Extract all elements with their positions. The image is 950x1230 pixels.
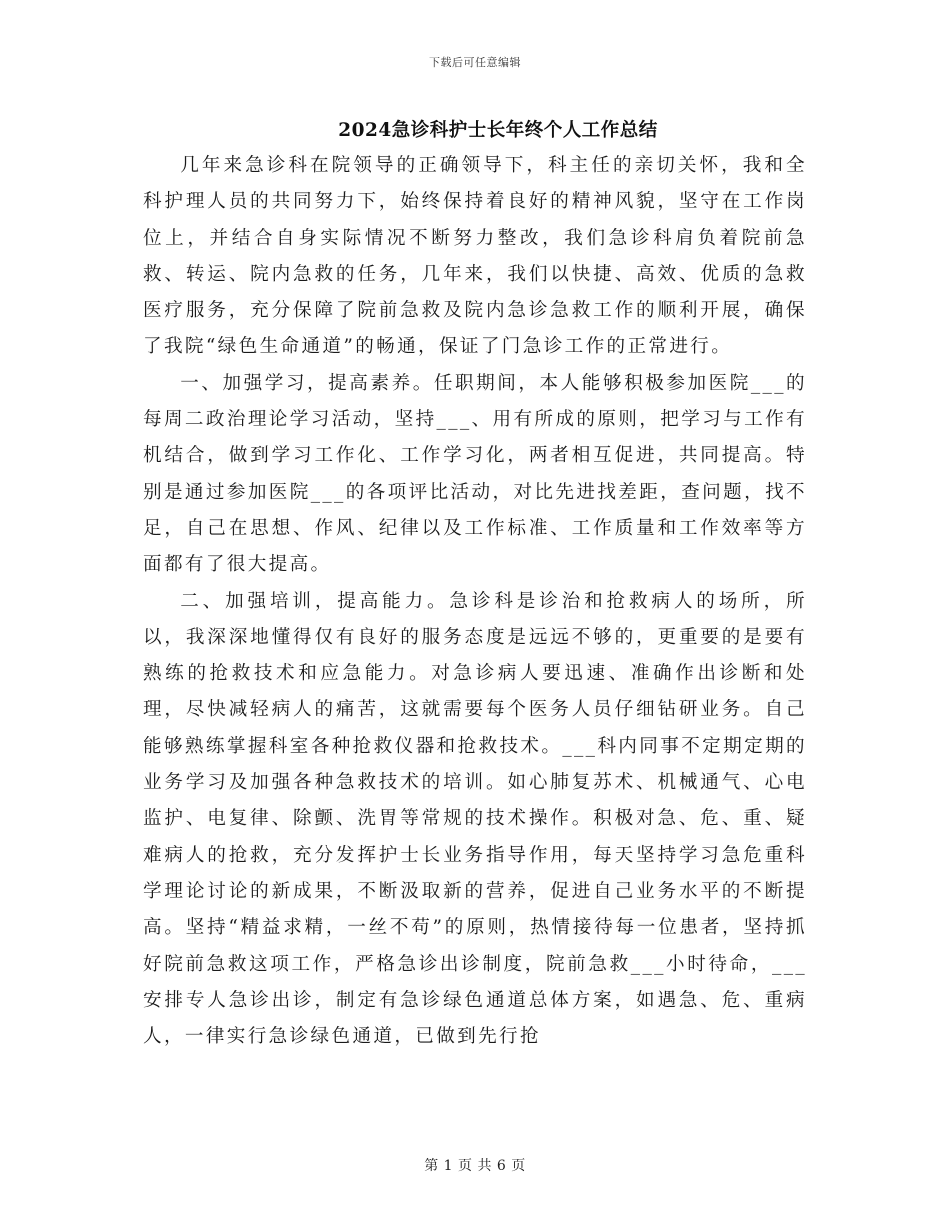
document-body	[143, 148, 807, 1055]
paragraph-intro: 几年来急诊科在院领导的正确领导下，科主任的亲切关怀，我和全科护理人员的共同努力下，始终保持着良好的精神风貌，坚守在工作岗位上，并结合自身实际情况不断努力整改，我们急诊科肩负着院前急救、转运、院内急救的任务，几年来，我们以快捷、高效、优质的急救医疗服务，充分保障了院前急救及院内急诊急救工作的顺利开展，确保了我院“绿色生命通道”的畅通，保证了门急诊工作的正常进行。	[143, 155, 807, 358]
paragraph-training: 二、加强培训，提高能力。急诊科是诊治和抢救病人的场所，所以，我深深地懂得仅有良好的服务态度是远远不够的，更重要的是要有熟练的抢救技术和应急能力。对急诊病人要迅速、准确作出诊断和处理，尽快减轻病人的痛苦，这就需要每个医务人员仔细钻研业务。自己能够熟练掌握科室各种抢救仪器和抢救技术。___科内同事不定期定期的业务学习及加强各种急救技术的培训。如心肺复苏术、机械通气、心电监护、电复律、除颤、洗胃等常规的技术操作。积极对急、危、重、疑难病人的抢救，充分发挥护士长业务指导作用，每天坚持学习急危重科学理论讨论的新成果，不断汲取新的营养，促进自己业务水平的不断提高。坚持“精益求精，一丝不苟”的原则，热情接待每一位患者，坚持抓好院前急救这项工作，严格急诊出诊制度，院前急救___小时待命，___安排专人急诊出诊，制定有急诊绿色通道总体方案，如遇急、危、重病人，一律实行急诊绿色通道，已做到先行抢	[143, 590, 807, 1048]
paragraph-study: 一、加强学习，提高素养。任职期间，本人能够积极参加医院___的每周二政治理论学习活动，坚持___、用有所成的原则，把学习与工作有机结合，做到学习工作化、工作学习化，两者相互促进，共同提高。特别是通过参加医院___的各项评比活动，对比先进找差距，查问题，找不足，自己在思想、作风、纪律以及工作标准、工作质量和工作效率等方面都有了很大提高。	[143, 372, 807, 576]
header-note: 下载后可任意编辑	[429, 56, 521, 69]
page-number: 第 1 页 共 6 页	[424, 1158, 526, 1174]
document-title: 2024急诊科护士长年终个人工作总结	[338, 120, 658, 141]
